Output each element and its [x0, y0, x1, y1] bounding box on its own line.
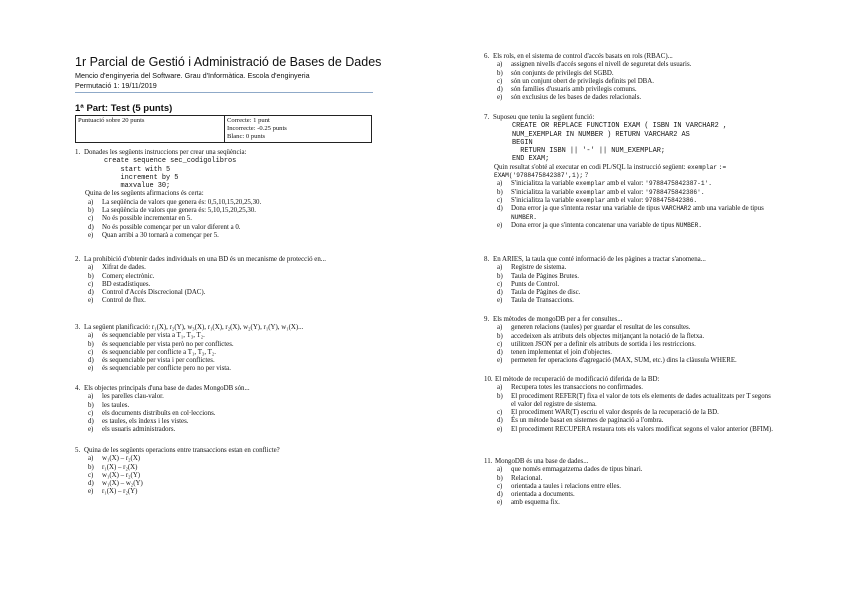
option-e: e) Quan arribi a 30 tornarà a començar per 5.	[88, 231, 219, 239]
option-d: d) es taules, els índexs i les vistes.	[88, 418, 189, 426]
options-list	[88, 199, 261, 240]
document-title: 1r Parcial de Gestió i Administració de Bases de Dades	[75, 55, 382, 69]
option-d: d) No és possible començar per un valor diferent a 0.	[88, 223, 241, 231]
option-a: a) Recupera totes les transaccions no confirmades.	[497, 384, 644, 392]
option-a: a) assignen nivells d'accés segons el nivell de seguretat dels usuaris.	[497, 61, 692, 69]
options-list	[497, 466, 776, 507]
option-a: a) que només emmagatzema dades de tipus binari.	[497, 466, 643, 474]
option-c: c) els documents distribuïts en col·leccions.	[88, 409, 216, 417]
option-a: a) Registre de sistema.	[497, 264, 567, 272]
question-4	[75, 385, 250, 435]
question-number: 1.	[75, 149, 81, 156]
option-e: e) r₁(X) – r₂(Y)	[88, 488, 138, 496]
option-e: e) El procediment RECUPERA restaura tots els valors modificat segons el valor anterior (BFIM).	[497, 425, 773, 433]
options-list	[497, 324, 776, 365]
question-number: 2.	[75, 256, 81, 263]
option-d: d) Taula de Pàgines de disc.	[497, 289, 581, 297]
question-5	[75, 447, 280, 497]
option-b: b) r₁(X) – r₂(X)	[88, 463, 138, 471]
score-incorrect: Incorrecte: -0.25 punts	[227, 125, 287, 132]
code-block: CREATE OR REPLACE FUNCTION EXAM ( ISBN IN VARCHAR2 , NUM_EXEMPLAR IN NUMBER ) RETURN VARCHAR2 AS BEGIN RETURN ISBN || '-' || NUM_EXEMPLAR; END EXAM;	[512, 122, 728, 164]
option-c: c) No és possible incrementar en 5.	[88, 215, 192, 223]
options-list	[88, 264, 357, 305]
question-number: 9.	[484, 316, 490, 323]
option-d: d) És un mètode basat en sistemes de paginació a l'ombra.	[497, 417, 664, 425]
option-d: d) són famílies d'usuaris amb privilegis comuns.	[497, 86, 637, 94]
options-list	[497, 384, 776, 434]
option-b: b) El procediment REFER(T) fixa el valor de tots els elements de dades actualitzats per T segons el valor del registre de sistema.	[497, 392, 771, 408]
question-stem: Els rols, en el sistema de control d'accés basats en rols (RBAC)...	[493, 53, 673, 60]
exam-date: Permutació 1: 19/11/2019	[75, 81, 157, 90]
code-block: create sequence sec_codigolibros start with 5 increment by 5 maxvalue 30;	[104, 157, 237, 191]
question-number: 11.	[484, 458, 493, 465]
question-11	[484, 458, 776, 508]
option-e: e) permeten fer operacions d'agregació (MAX, SUM, etc.) dins la clàusula WHERE.	[497, 357, 737, 365]
option-d: d) Dona error ja que s'intenta restar una variable de tipus VARCHAR2 amb una variable de tipus NUMBER.	[497, 205, 764, 221]
options-list	[88, 393, 250, 434]
option-c: c) w₁(X) – r₂(Y)	[88, 471, 141, 479]
question-1	[75, 149, 261, 240]
option-b: b) són conjunts de privilegis del SGBD.	[497, 69, 614, 77]
option-c: c) El procediment WAR(T) escriu el valor després de la recuperació de la BD.	[497, 409, 719, 417]
document-subtitle: Mencio d'enginyeria del Software. Grau d'Informàtica. Escola d'enginyeria	[75, 71, 310, 80]
option-b: b) La seqüència de valors que genera és: 5,10,15,20,25,30.	[88, 207, 257, 215]
question-stem: MongoDB és una base de dades...	[495, 458, 589, 465]
option-d: d) w₁(X) – w₂(Y)	[88, 480, 143, 488]
score-rules	[225, 116, 372, 143]
question-8	[484, 256, 776, 306]
question-stem: El mètode de recuperació de modificació diferida de la BD:	[495, 376, 660, 383]
question-6	[484, 53, 776, 103]
question-stem: La següent planificació: r₁(X), r₂(Y), w₃(X), r₁(X), r₂(X), w₂(Y), r₁(Y), w₁(X)...	[84, 324, 304, 331]
question-subprompt: Quin resultat s'obté al executar en codi PL/SQL la instrucció següent: exemplar := EXAM('9788475842387',1); ?	[494, 163, 727, 180]
option-b: b) accedeixen als atributs dels objectes mitjançant la notació de la fletxa.	[497, 332, 705, 340]
question-stem: Donades les següents instruccions per crear una seqüència:	[84, 149, 247, 156]
question-stem: La prohibició d'obtenir dades individuals en una BD és un mecanisme de protecció en...	[84, 256, 326, 263]
options-list	[88, 332, 303, 373]
options-list	[88, 455, 280, 496]
question-number: 10.	[484, 376, 493, 383]
option-e: e) amb esquema fix.	[497, 499, 560, 507]
option-d: d) tenen implementat el join d'objectes.	[497, 349, 612, 357]
part-title: 1ª Part: Test (5 punts)	[75, 103, 173, 114]
option-a: a) w₁(X) – r₂(X)	[88, 455, 141, 463]
option-e: e) Dona error ja que s'intenta concatenar una variable de tipus NUMBER.	[497, 221, 703, 229]
option-a: a) S'inicialitza la variable exemplar amb el valor: '9788475842387-1'.	[497, 180, 712, 188]
option-a: a) generen relacions (taules) per guardar el resultat de les consultes.	[497, 324, 691, 332]
score-correct: Correcte: 1 punt	[227, 117, 270, 124]
question-10	[484, 376, 776, 434]
option-b: b) Taula de Pàgines Brutes.	[497, 272, 580, 280]
question-stem: En ARIES, la taula que conté informació de les pàgines a tractar s'anomena...	[493, 256, 706, 263]
question-number: 6.	[484, 53, 490, 60]
header-divider	[75, 92, 373, 93]
option-d: d) orientada a documents.	[497, 491, 575, 499]
options-list	[497, 264, 776, 305]
option-a: a) les parelles clau-valor.	[88, 393, 164, 401]
option-d: d) Control d'Accés Discrecional (DAC).	[88, 289, 206, 297]
question-number: 5.	[75, 447, 81, 454]
options-list	[497, 61, 776, 102]
options-list	[497, 180, 776, 230]
question-number: 4.	[75, 385, 81, 392]
option-e: e) els usuaris administradors.	[88, 426, 176, 434]
option-b: b) les taules.	[88, 401, 130, 409]
option-c: c) Punts de Control.	[497, 280, 560, 288]
option-b: b) Relacional.	[497, 474, 543, 482]
option-a: a) Xifrat de dades.	[88, 264, 146, 272]
score-total: Puntuació sobre 20 punts	[76, 116, 225, 143]
option-e: e) Taula de Transaccions.	[497, 297, 574, 305]
question-2	[75, 256, 357, 306]
option-e: e) són exclusius de les bases de dades relacionals.	[497, 94, 642, 102]
option-e: e) és sequenciable per conflicte pero no per vista.	[88, 365, 231, 373]
option-a: a) La seqüència de valors que genera és: 0,5,10,15,20,25,30.	[88, 198, 262, 206]
option-c: c) són un conjunt obert de privilegis definits pel DBA.	[497, 77, 654, 85]
option-c: c) BD estadístiques.	[88, 280, 151, 288]
question-stem: Els objectes principals d'una base de dades MongoDB són...	[84, 385, 250, 392]
question-9	[484, 316, 776, 366]
question-number: 3.	[75, 324, 81, 331]
question-3	[75, 324, 303, 374]
option-a: a) és sequenciable per vista a T₁, T₃, T₂.	[88, 332, 205, 340]
option-d: d) és sequenciable per vista i per conflictes.	[88, 357, 215, 365]
option-e: e) Control de flux.	[88, 297, 146, 305]
question-stem: Quina de les següents operacions entre transaccions estan en conflicte?	[84, 447, 280, 454]
option-c: c) S'inicialitza la variable exemplar amb el valor: 9788475842386.	[497, 196, 698, 204]
option-c: c) és sequenciable per conflicte a T₁, T₃, T₂.	[88, 348, 216, 356]
option-b: b) S'inicialitza la variable exemplar amb el valor: '9788475842386'.	[497, 188, 705, 196]
question-number: 8.	[484, 256, 490, 263]
question-stem: Els mètodes de mongoDB per a fer consultes...	[493, 316, 623, 323]
score-blank: Blanc: 0 punts	[227, 133, 266, 140]
option-b: b) és sequenciable per vista però no per conflictes.	[88, 340, 234, 348]
option-b: b) Comerç electrònic.	[88, 272, 155, 280]
question-number: 7.	[484, 114, 490, 121]
option-c: c) orientada a taules i relacions entre elles.	[497, 482, 622, 490]
question-subprompt: Quina de les següents afirmacions és certa:	[85, 190, 204, 198]
question-7	[484, 114, 776, 230]
option-c: c) utilitzen JSON per a definir els atributs de sortida i les restriccions.	[497, 340, 696, 348]
score-table	[75, 115, 372, 143]
question-stem: Suposeu que teniu la següent funció:	[493, 114, 595, 121]
